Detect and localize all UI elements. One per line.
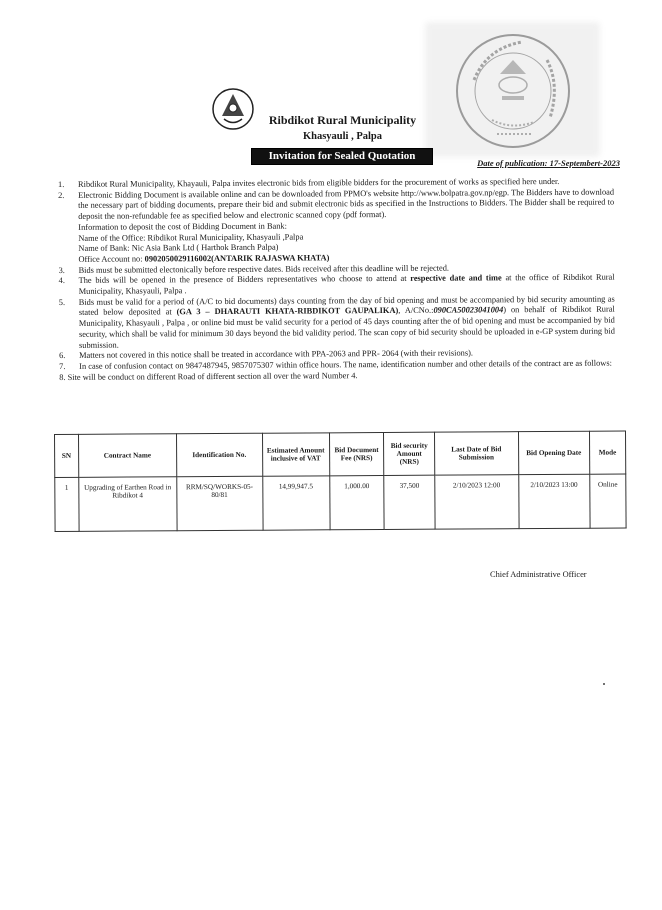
contract-table xyxy=(54,431,627,532)
table-header-cell: Bid security Amount (NRS) xyxy=(384,432,435,475)
notice-item-3: 3. Bids must be submitted electonically before respective dates. Bids received after this deadline will be rejected. xyxy=(58,263,450,275)
bank-name: Name of Bank: Nic Asia Bank Ltd ( Harthok Branch Palpa) xyxy=(78,242,279,254)
table-cell: Upgrading of Earthen Road in Ribdikot 4 xyxy=(78,477,176,532)
table-cell: 1,000.00 xyxy=(329,475,384,529)
table-header-cell: Estimated Amount inclusive of VAT xyxy=(262,433,329,476)
publication-date: Date of publication: 17-Septembert-2023 xyxy=(477,158,620,168)
notice-title: Invitation for Sealed Quotation xyxy=(251,148,433,165)
notice-body xyxy=(58,177,615,384)
speck-mark xyxy=(603,683,605,685)
table-header-row xyxy=(55,431,626,477)
notice-item-4: 4. The bids will be opened in the presence of Bidders representatives who choose to attend at respective date and time at the office of Ribdikot Rural Municipality, Khasyauli, Palpa . xyxy=(58,272,615,296)
table-cell: 1 xyxy=(55,477,79,531)
table-row xyxy=(55,474,626,531)
table-cell: Online xyxy=(590,474,627,528)
table-header-cell: Contract Name xyxy=(78,434,176,478)
table-header-cell: Last Date of Bid Submission xyxy=(434,432,518,476)
notice-item-8: 8. Site will be conduct on different Road of different section all over the ward Number 4. xyxy=(59,370,358,382)
organization-location: Khasyauli , Palpa xyxy=(302,131,383,142)
office-name: Name of the Office: Ribdikot Rural Municipality, Khasyauli ,Palpa xyxy=(78,232,304,243)
table-header-cell: Mode xyxy=(589,431,625,474)
notice-item-5: 5. Bids must be valid for a period of (A/C to bid documents) days counting from the day of bid opening and must be accompanied by bid security amounting as stated below deposited at (GA 3 – DHARAUTI KHATA-RIBDIKOT GAUPALIKA), A/CNo.:090CA50023041004) on behalf of Ribdikot Rural Municipality, Khasyauli , Palpa , or online bid must be valid security for a period of 45 days counting after the of bid opening and must be accompanied by bid security, which shall be valid for minimum 30 days beyond the bid validity period. The scan copy of bid security should be uploaded in e-GP system during bid submission. xyxy=(58,294,615,350)
office-account: Office Account no: 0902050029116002(ANTARIK RAJASWA KHATA) xyxy=(78,253,330,264)
table-cell: 37,500 xyxy=(384,475,435,529)
table-cell: 14,99,947.5 xyxy=(262,476,329,530)
table-header-cell: Identification No. xyxy=(176,433,262,477)
notice-item-7: 7. In case of confusion contact on 9847487945, 9857075307 within office hours. The name, identification number and other details of the contract are as follows: xyxy=(59,358,612,371)
account-number: 0902050029116002 xyxy=(144,253,212,264)
notice-item-6: 6. Matters not covered in this notice shall be treated in accordance with PPA-2063 and PPR- 2064 (with their revisions). xyxy=(59,348,474,361)
account-name: (ANTARIK RAJASWA KHATA) xyxy=(211,253,330,263)
table-header-cell: Bid Opening Date xyxy=(518,431,589,474)
table-cell: 2/10/2023 13:00 xyxy=(518,474,590,528)
signer-title: Chief Administrative Officer xyxy=(490,570,587,579)
table-cell: 2/10/2023 12:00 xyxy=(435,475,519,530)
table-cell: RRM/SQ/WORKS-05-80/81 xyxy=(177,476,263,531)
office-seal-stamp xyxy=(452,30,574,152)
notice-item-2: 2. Electronic Bidding Document is available online and can be downloaded from PPMO's website http://www.bolpatra.gov.np/egp. The Bidders have to download the necessary part of bidding documents, prepare their bid and submit electronic bids as specified in the Instructions to Bidders. The Bidder shall be required to deposit the non-refundable fee as specified below and electronic scanned copy (pdf format). xyxy=(58,187,615,221)
organization-name: Ribdikot Rural Municipality xyxy=(268,113,417,127)
table-header-cell: SN xyxy=(55,434,79,477)
table-header-cell: Bid Document Fee (NRS) xyxy=(329,432,384,475)
bank-info-heading: Information to deposit the cost of Bidding Document in Bank: xyxy=(78,221,287,232)
notice-item-1: 1. Ribdikot Rural Municipality, Khayauli, Palpa invites electronic bids from eligible bidders for the procurement of works as specified here under. xyxy=(58,176,560,189)
